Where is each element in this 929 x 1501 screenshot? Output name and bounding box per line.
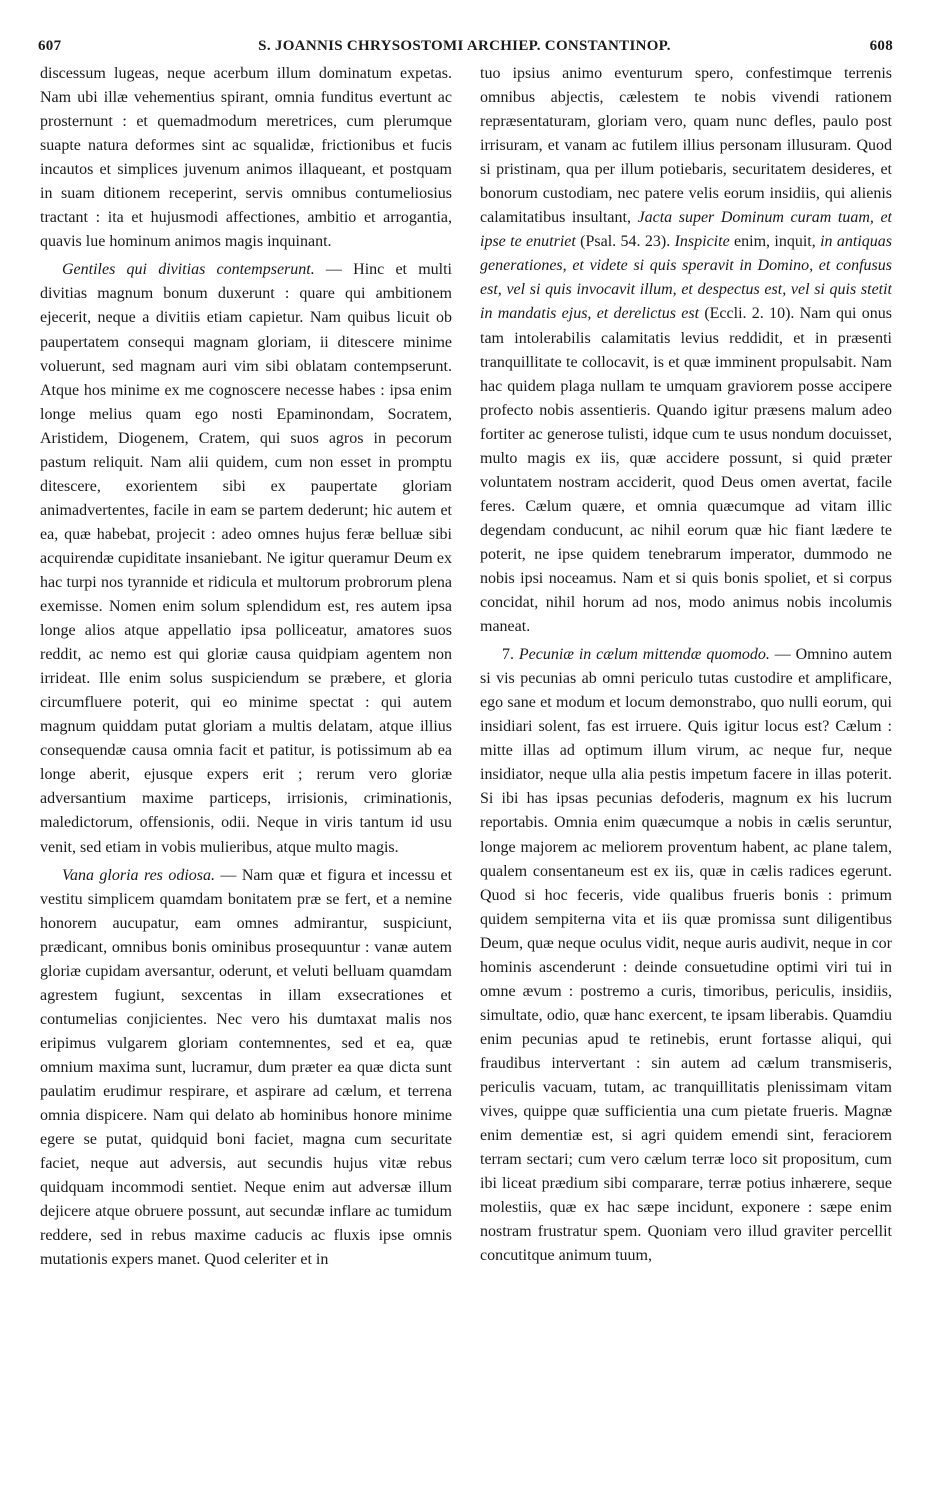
left-column <box>40 62 452 1482</box>
citation-reference: (Eccli. 2. 10). <box>699 305 795 323</box>
citation-reference: (Psal. 54. 23). <box>575 233 675 251</box>
section-heading: Vana gloria res odiosa. <box>62 866 215 884</box>
page-number-left: 607 <box>38 38 62 54</box>
paragraph-text: — Omnino autem si vis pecunias ab omni periculo tutas custodire et amplificare, ego sane et modum et locum demonstrabo, quo nulli eorum, qui insidiari solent, fas est irruere. Quis igitur locus est? Cælum : mitte illas ad optimum illum virum, ac neque fur, neque insidiator, neque ulla alia pestis impetum facere in illas poterit. Si ibi has ipsas pecunias defoderis, magnum ex his lucrum reportabis. Omnia enim quæcumque a nobis in cælis seruntur, longe majorem ac meliorem proventum habent, ac plane talem, qualem consentaneum est ex iis, quæ in cælis radices egerunt. Quod si hoc feceris, vide qualibus frueris bonis : primum quidem sempiterna vita et iis quæ promissa sunt diligentibus Deum, quæ neque oculus vidit, neque auris audivit, neque in cor hominis ascenderunt : deinde consuetudine optimi viri tui in omne ævum : postremo a curis, timoribus, periculis, insidiis, simultate, odio, quæ hanc exercent, te ipsam liberabis. Quamdiu enim pecunias apud te retinebis, erunt fortasse aliqui, qui fraudibus intervertant : sin autem ad cælum transmiseris, periculis vacuam, tutam, ac tranquillitatis plenissimam vitam vives, quippe quæ sufficientia una cum pietate frueris. Magnæ enim dementiæ est, si agri quidem emendi sint, feraciorem terram sectari; cum vero cælum terræ loco sit propositum, cum ibi liceat prædium sibi comparare, terræ potius inhærere, seque molestiis, quæ ex hac sæpe incidunt, exponere : sæpe enim nostram frustratur spem. Quoniam vero illud graviter percellit concutitque animum tuum, <box>480 646 892 1265</box>
page-number-right: 608 <box>869 38 893 54</box>
paragraph <box>40 864 452 1273</box>
running-title: S. JOANNIS CHRYSOSTOMI ARCHIEP. CONSTANTINOP. <box>258 38 671 54</box>
paragraph-text: — Hinc et multi divitias magnum bonum duxerunt : quare qui ambitionem ejecerit, neque a divitiis etiam capietur. Nam quibus licuit ob paupertatem consequi magnam gloriam, ii ditescere minime voluerunt, sed magnam auri vim sibi oblatam contempserunt. Atque hos minime ex me cognoscere necesse habes : ipsa enim longe melius quam ego nosti Epaminondam, Socratem, Aristidem, Diogenem, Cratem, qui suos agros in pecorum pastum reliquit. Nam alii quidem, cum non esset in promptu ditescere, exorientem sibi ex paupertate gloriam animadvertentes, facile in eam se partem dederunt; hic autem et ea, quæ habebat, projecit : adeo omnes hujus feræ belluæ sibi acquirendæ cupiditate insaniebant. Ne igitur queramur Deum ex hac turpi nos tyrannide et ridicula et multorum probrorum plena exemisse. Nomen enim solum splendidum est, res autem ipsa longe alios atque appellatio ipsa polliceatur, amatores suos reddit, ac nemo est qui gloriæ causa quidpiam agentem non irrideat. Ille enim solus suspiciendum se præbere, et gloria circumfluere poterit, qui eo minime spectat : qui autem magnum quiddam putat gloriam a multis delatam, atque illius consequendæ causa omnia facit et patitur, is potissimum ab ea longe aberit, ejusque expers erit ; rerum vero gloriæ adversantium maxime particeps, irrisionis, criminationis, maledictorum, offensionis, odii. Neque in viris tantum id usu venit, sed etiam in vobis mulieribus, atque multo magis. <box>40 261 452 856</box>
paragraph-text: tuo ipsius animo eventurum spero, confestimque terrenis omnibus abjectis, cælestem te nobis vivendi rationem repræsentaturam, gloriam vero, quam nunc defles, paulo post irrisuram, et vanam ac futilem illius personam illusuram. Quod si pristinam, qua per illum potiebaris, securitatem desideres, et bonorum custodiam, nec patere velis eorum insidiis, qui alienis calamitatibus insultant, <box>480 65 892 227</box>
section-number: 7. <box>502 646 519 664</box>
paragraph <box>480 62 892 639</box>
paragraph-text: Nam qui onus tam intolerabilis calamitatis levius reddidit, et in præsenti tranquillitate te collocavit, is et quæ imminent propulsabit. Nam hac quidem plaga nullam te umquam graviorem posse accipere profecto nobis assentieris. Quando igitur præsens malum adeo fortiter ac generose tulisti, idque cum te usus nondum docuisset, multo magis ex iis, quæ accidere possunt, si quid præter voluntatem nostram acciderit, quod Deus omen avertat, facile feres. Cælum quære, et omnia quæcumque ad vitam illic degendam conducunt, ac nihil eorum quæ hic fiant lædere te poterit, ne ipse quidem tenebrarum imperator, dummodo ne nobis ipsi noceamus. Nam et si quis bonis spoliet, et si corpus concidat, nihil horum ad nos, modo animus nobis incolumis maneat. <box>480 305 892 636</box>
paragraph-text: enim, inquit, <box>729 233 821 251</box>
paragraph-text: — Nam quæ et figura et incessu et vestitu simplicem quamdam bonitatem præ se fert, et a nemine honorem aucupatur, eam omnes admirantur, suspiciunt, prædicant, omnibus bonis ominibus prosequuntur : vanæ autem gloriæ cupidam aversantur, oderunt, et veluti belluam quamdam agrestem fugiunt, sexcentas in illam exsecrationes et contumelias conjicientes. Nec vero his dumtaxat malis nos eripimus vulgarem gloriam contemnentes, sed et ea, quæ omnium maxima sunt, lucramur, dum præter ea quæ dicta sunt paulatim erudimur respirare, et aspirare ad cælum, et terrena omnia dispicere. Nam qui delato ab hominibus honore minime egere se putat, quidquid boni faciet, magna cum securitate faciet, neque aut adversis, aut secundis hujus vitæ rebus quidquam incommodi sentiet. Neque enim aut adversæ illum dejicere atque obruere possunt, aut secundæ inflare ac tumidum reddere, sed in rebus maxime caducis ac fluxis ipse omnis mutationis expers manet. Quod celeriter et in <box>40 866 452 1269</box>
paragraph: discessum lugeas, neque acerbum illum dominatum expetas. Nam ubi illæ vehementius spirant, omnia funditus evertunt ac prosternunt : et quemadmodum meretrices, cum plerumque suapte natura deformes sint ac squalidæ, frictionibus et fucis incautos et simplices juvenum animos illaqueant, et postquam in suam ditionem receperint, servis omnibus contumeliosius tractant : ita et hujusmodi affectiones, ambitio et arrogantia, quavis lue hominum animos magis inquinant. <box>40 65 452 251</box>
scripture-quote: in antiquas generationes, et videte si quis speravit in Domino, et confusus est, vel si quis invocavit illum, et despectus est, vel si quis stetit in mandatis ejus, et derelictus est <box>480 233 892 323</box>
paragraph <box>40 258 452 859</box>
scripture-quote: Inspicite <box>674 233 730 251</box>
running-header <box>30 38 899 60</box>
paragraph <box>480 643 892 1268</box>
scripture-quote: Jacta super Dominum curam tuam, et ipse te enutriet <box>480 209 892 251</box>
right-column <box>480 62 892 1482</box>
section-heading: Pecuniæ in cælum mittendæ quomodo. <box>518 646 770 664</box>
section-heading: Gentiles qui divitias contempserunt. <box>62 261 315 279</box>
